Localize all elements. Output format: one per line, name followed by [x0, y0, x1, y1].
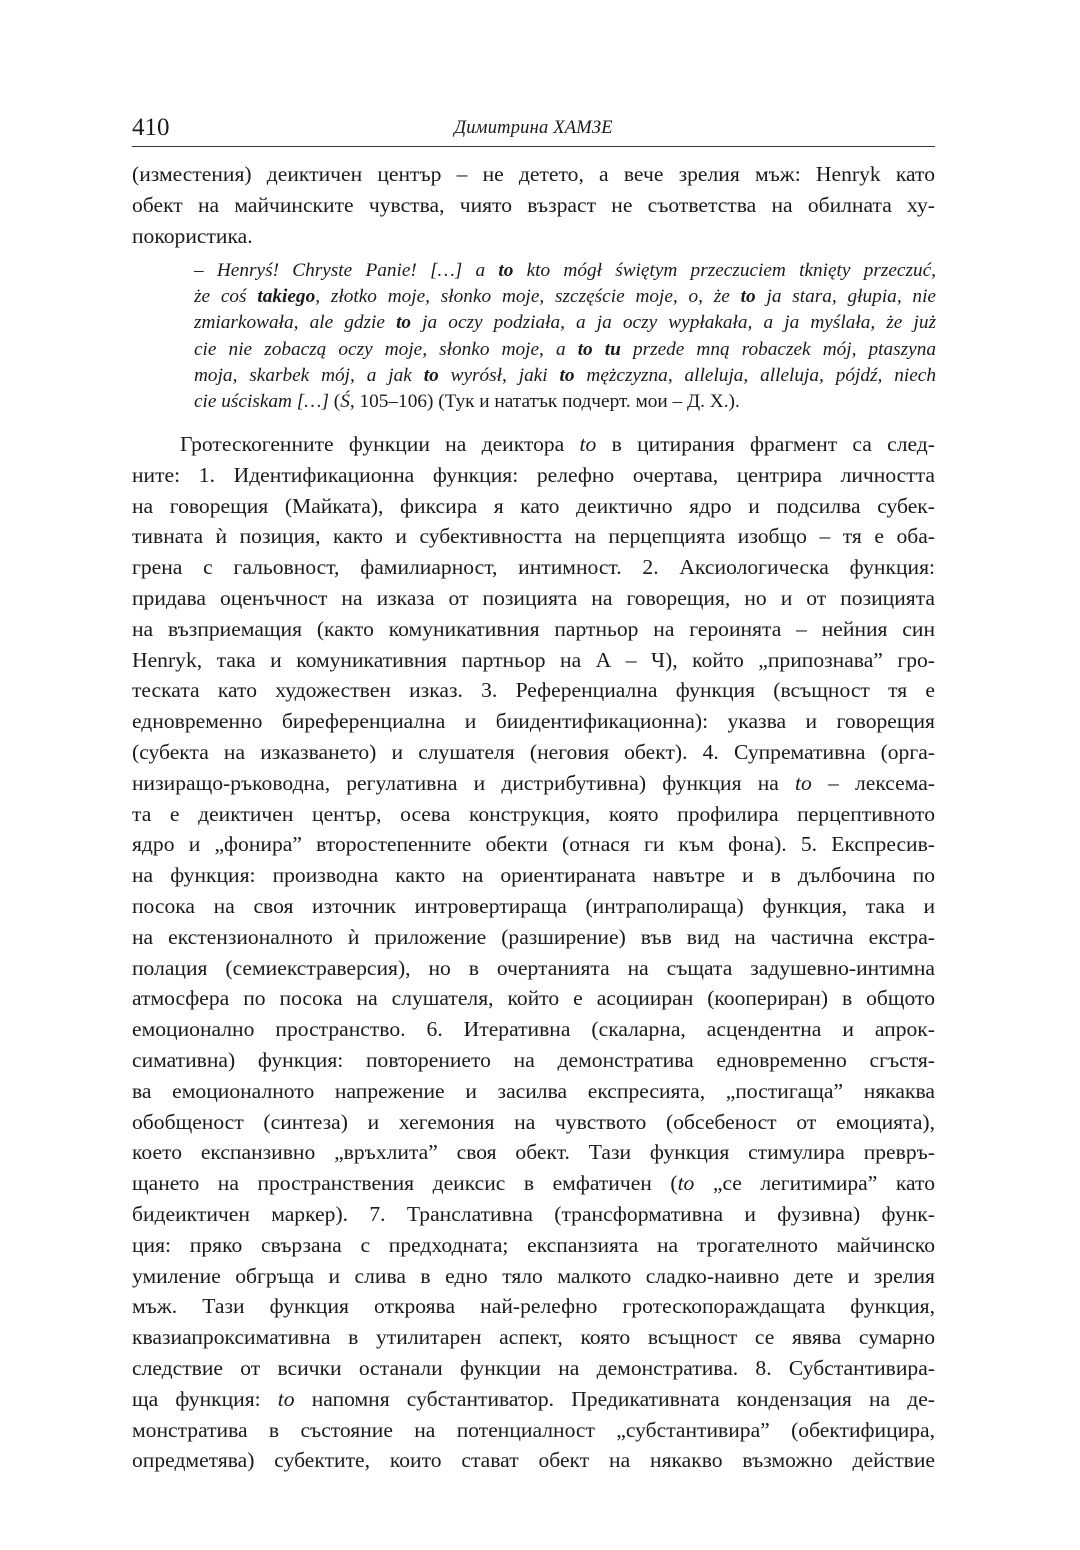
text-line: та е деиктичен център, осева конструкция, която профилира перцептивното: [132, 801, 935, 826]
text-line: на функция: производна както на ориентираната навътре и в дълбочина по: [132, 863, 935, 888]
quote-text: wyrósł, jaki: [438, 364, 560, 386]
source-abbrev: Ś: [340, 391, 350, 413]
quote-text: cie uściskam […]: [194, 391, 329, 413]
main-paragraph: [132, 429, 935, 1476]
text-line: симативна) функция: повторението на демонстратива едновременно сгъстя-: [132, 1047, 935, 1072]
text: низиращо-ръководна, регулативна и дистрибутивна) функция на: [132, 770, 796, 795]
text-line: Henryk, така и комуникативния партньор на А – Ч), който „припознава” гро-: [132, 647, 935, 672]
quote-line: [194, 310, 936, 336]
text-line: полация (семиекстраверсия), но в очертанията на същата задушевно-интимна: [132, 955, 935, 980]
emphasis: takiego: [257, 286, 316, 308]
text-line: [132, 429, 935, 460]
emphasis: to: [740, 286, 756, 308]
quote-text: ja stara, głupia, nie: [755, 286, 936, 308]
text: щането на пространствения деиксис в емфатичен (: [132, 1171, 678, 1196]
text-line: следствие от всички останали функции на демонстратива. 8. Субстантивира-: [132, 1355, 935, 1380]
emphasis: to: [498, 260, 514, 281]
text-line: придава оценъчност на изказа от позицията на говорещия, но и от позицията: [132, 585, 935, 610]
emphasis: to tu: [577, 338, 621, 360]
text-line: ядро и „фонира” второстепенните обекти (отнася ги към фона). 5. Експресив-: [132, 832, 935, 857]
text-line: умиление обгръща и слива в едно тяло малкото сладко-наивно дете и зрелия: [132, 1263, 935, 1288]
quote-line: [194, 258, 936, 284]
text-line: [132, 1168, 935, 1199]
quote-text: mężczyzna, alleluja, alleluja, pójdź, niech: [574, 364, 937, 386]
block-quote: [194, 258, 936, 415]
text-line: опредметява) субектите, които стават обект на някакво възможно действие: [132, 1448, 935, 1473]
text-line: ните: 1. Идентификационна функция: релефно очертава, центрира личността: [132, 462, 935, 487]
emphasis: to: [396, 312, 412, 334]
quote-text: zmiarkowała, ale gdzie: [194, 312, 397, 334]
quote-line: [194, 337, 936, 363]
text-line: тивната ѝ позиция, както и субективността на перцепцията изобщо – тя е оба-: [132, 524, 935, 549]
page-header: [132, 112, 935, 147]
term-to: to: [579, 432, 597, 456]
text: – лексема-: [811, 770, 935, 795]
quote-line: [194, 389, 936, 415]
quote-text: cie nie zobaczą oczy moje, słonko moje, a: [194, 338, 578, 360]
text-line: (субекта на изказването) и слушателя (неговия обект). 4. Супремативна (орга-: [132, 739, 935, 764]
term-to: to: [277, 1386, 295, 1411]
text-line: монстратива в състояние на потенциалност „субстантивира” (обектифицира,: [132, 1417, 935, 1442]
text: Гротескогенните функции на деиктора: [180, 432, 580, 456]
text: напомня субстантиватор. Предикативната кондензация на де-: [294, 1386, 935, 1411]
page-number: 410: [132, 114, 170, 141]
quote-text: moja, skarbek mój, a jak: [194, 364, 424, 386]
quote-line: [194, 363, 936, 389]
text-line: теската като художествен изказ. 3. Референциална функция (всъщност тя е: [132, 678, 935, 703]
term-to: to: [795, 770, 812, 795]
source-ref: (: [328, 391, 341, 413]
text-line: атмосфера по посока на слушателя, който е асоцииран (коопериран) в общото: [132, 986, 935, 1011]
intro-paragraph: [132, 159, 935, 251]
quote-text: kto mógł świętym przeczuciem tknięty przeczuć,: [513, 260, 937, 281]
quote-text: , złotko moje, słonko moje, szczęście moje, o, że: [315, 286, 741, 308]
text-line: емоционално пространство. 6. Итеративна (скаларна, асцендентна и апрок-: [132, 1017, 935, 1042]
text-line: което експанзивно „връхлита” своя обект. Тази функция стимулира превръ-: [132, 1140, 935, 1165]
text: в цитирания фрагмент са след-: [596, 432, 935, 456]
quote-text: przede mną robaczek mój, ptaszyna: [620, 338, 937, 360]
text-line: на говорещия (Майката), фиксира я като деиктично ядро и подсилва субек-: [132, 493, 935, 518]
quote-text: ja oczy podziała, a ja oczy wypłakała, a ja myślała, że już: [411, 312, 936, 334]
text-line: на възприемащия (както комуникативния партньор на героинята – нейния син: [132, 616, 935, 641]
text-line: обобщеност (синтеза) и хегемония на чувството (обсебеност от емоцията),: [132, 1109, 935, 1134]
text-line: бидеиктичен маркер). 7. Транслативна (трансформативна и фузивна) функ-: [132, 1201, 935, 1226]
quote-text: że coś: [194, 286, 258, 308]
text: „се легитимира” като: [694, 1171, 935, 1196]
term-to: to: [677, 1171, 695, 1196]
emphasis: to: [423, 364, 439, 386]
text-line: квазиапроксимативна в утилитарен аспект, която всъщност се явява сумарно: [132, 1325, 935, 1350]
text-line: ция: пряко свързана с предходната; експанзията на трогателното майчинско: [132, 1232, 935, 1257]
text-line: на екстензионалното ѝ приложение (разширение) във вид на частична екстра-: [132, 924, 935, 949]
text-line: грена с гальовност, фамилиарност, интимност. 2. Аксиологическа функция:: [132, 555, 935, 580]
text-line: едновременно биреференциална и биидентификационна): указва и говорещия: [132, 709, 935, 734]
text-line: ва емоционалното напрежение и засилва експресията, „постигаща” някаква: [132, 1078, 935, 1103]
running-head: Димитрина ХАМЗЕ: [454, 118, 613, 138]
quote-line: [194, 284, 936, 310]
source-ref: , 105–106) (Тук и нататък подчерт. мои – Д. Х.).: [349, 391, 740, 413]
text-line: (изместения) деиктичен център – не детето, а вече зрелия мъж: Henryk като: [132, 162, 935, 186]
text-line: [132, 768, 935, 799]
text-line: посока на своя източник интровертираща (интраполираща) функция, така и: [132, 893, 935, 918]
text-line: обект на майчинските чувства, чиято възраст не съответства на обилната ху-: [132, 192, 935, 217]
text-line: покористика.: [132, 223, 253, 248]
text-line: мъж. Тази функция откроява най-релефно гротескопораждащата функция,: [132, 1294, 935, 1319]
text: ща функция:: [132, 1386, 278, 1411]
text-line: [132, 1384, 935, 1415]
emphasis: to: [559, 364, 575, 386]
quote-text: – Henryś! Chryste Panie! […] a: [194, 260, 499, 281]
